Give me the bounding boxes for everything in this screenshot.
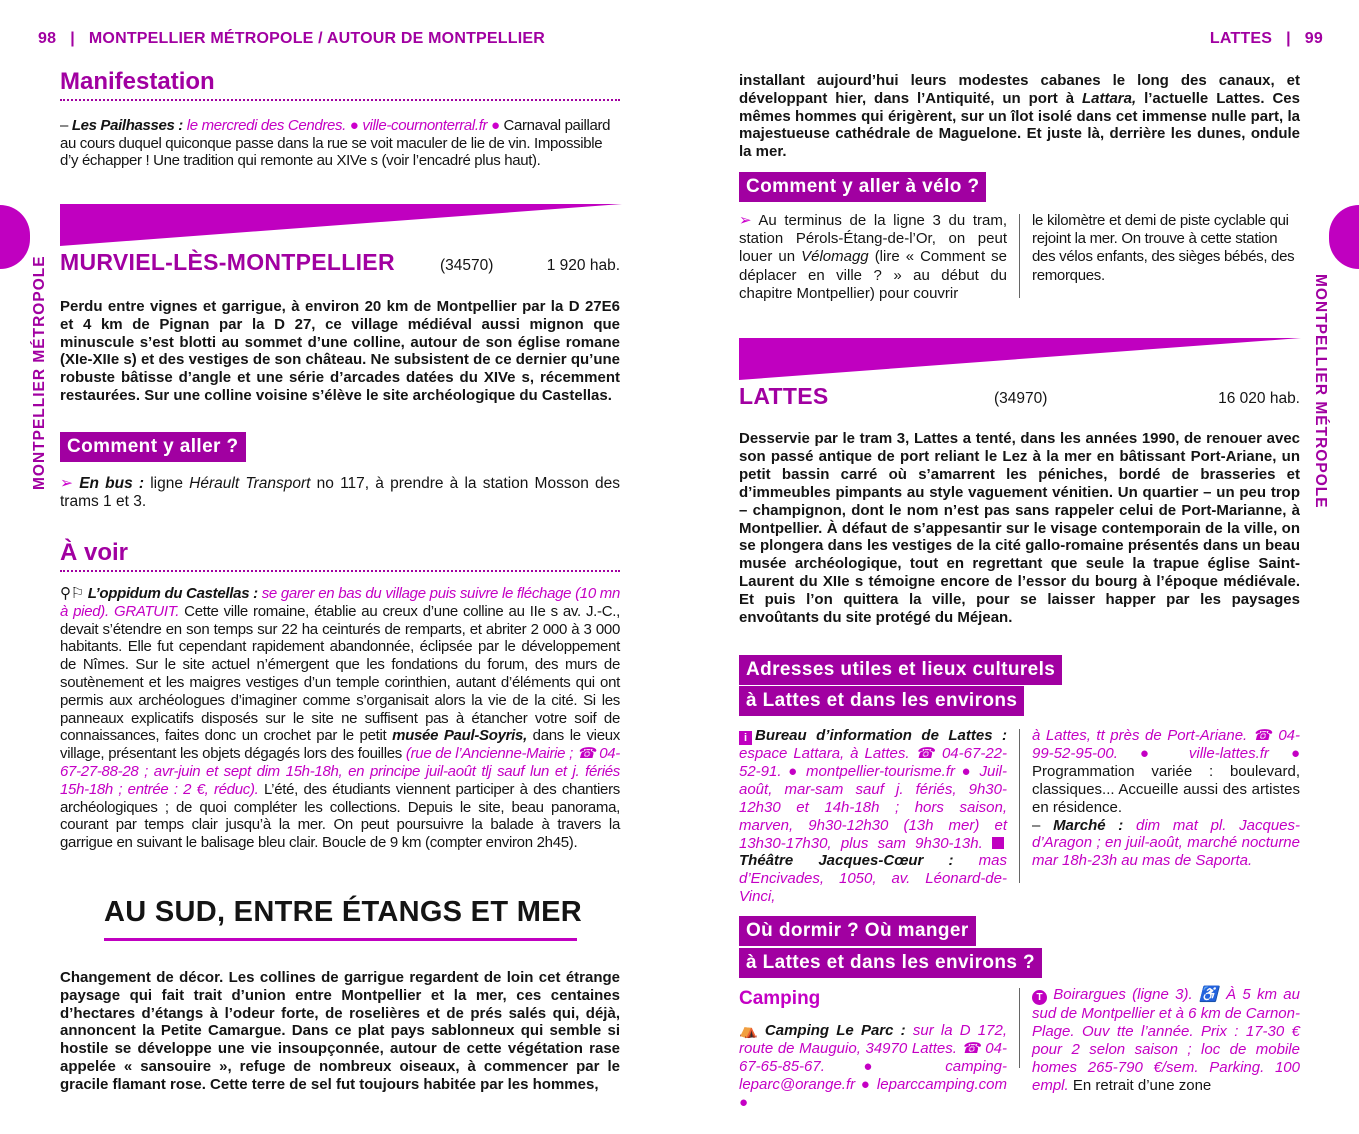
lattes-zip: (34970): [994, 390, 1048, 407]
oppidum-entry: ⚲⚐ L’oppidum du Castellas : se garer en bas du village puis suivre le fléchage (10 mn à pied). GRATUIT. Cette ville romaine, établie au creux d’une colline au IIe s av. J.-C., devait s’étendre en son temps sur 22 ha ceinturés de remparts, et abriter 2 000 à 3 000 habitants. Elle fut cependant rapidement abandonnée, éclipsée par le développement de Nîmes. Sur le site actuel n’émergent que les fondations du forum, des murs de soutènement et les maigres vestiges d’un temple corinthien, autant d’éléments qui ont permis aux archéologues d’imaginer comme s’organisait alors la vie de la cité. Si les panneaux explicatifs disposés sur le site ne suffisent pas à étancher votre soif de connaissances, faites donc un crochet par le petit musée Paul-Soyris, dans le vieux village, présentant les objets dégagés lors des fouilles (rue de l’Ancienne-Mairie ; ☎ 04-67-27-88-28 ; avr-juin et sept dim 15h-18h, en principe juil-août tlj sauf lun et j. fériés 15h-18h ; entrée : 2 €, réduc). L’été, des étudiants viennent participer à des chantiers archéologiques ; de quoi compléter les collections. Depuis le site, beau panorama, courant par temps clair jusqu’à la mer. On peut poursuivre la balade à travers la garrigue en suivant le balisage bleu clair. Boucle de 9 km (compter environ 2h45).: [60, 585, 620, 852]
manifestation-entry: – Les Pailhasses : le mercredi des Cendres. ● ville-cournonterral.fr ● Carnaval paillard au cours duquel quiconque passe dans la rue se voit maculer de lie de vin. Impossible d’y échapper ! Une tradition qui remonte au XIVe s (voir l’encadré plus haut).: [60, 117, 611, 170]
sud-intro: Changement de décor. Les collines de garrigue regardent de loin cet étrange paysage qui fait trait d’union entre Montpellier et la mer, ces centaines d’hectares d’étangs à l’odeur forte, de roselières et de prés salés qui, déjà, annoncent la Petite Camargue. Dans ce plat pays sablonneux qui semble si hostile se développe une vie insoupçonnée, autour de cette végétation rase appelée « sansouire », refuge de nombreux oiseaux, à commencer par le gracile flamant rose. Cette terre de sel fut toujours habitée par les hommes,: [60, 969, 620, 1093]
murviel-name: MURVIEL-LÈS-MONTPELLIER: [60, 249, 395, 275]
column-divider: [1019, 214, 1020, 298]
bureau-name: Bureau d’information de Lattes :: [755, 727, 1007, 744]
marche-name: Marché :: [1053, 816, 1124, 834]
murviel-intro: Perdu entre vignes et garrigue, à environ 20 km de Montpellier par la D 27E6 et 4 km de Pignan par la D 27, ce village médiéval aussi mignon que minuscule s’est blotti au sommet d’une colline, autour de son église romane (XIe-XIIe s) et des vestiges de son château. Ne subsistent de ce dernier qu’une robuste bâtisse d’angle et une série d’arcades datées du XIVe s, récemment restaurées. Sur une colline voisine s’élève le site archéologique du Castellas.: [60, 298, 620, 404]
murviel-population: 1 920 hab.: [546, 257, 620, 274]
adresses-col1: i Bureau d’information de Lattes : espace Lattara, à Lattes. ☎ 04-67-22-52-91. ● montpellier-tourisme.fr ● Juil-août, mar-sam sauf j. fériés, 9h30-12h30 et 14h-18h ; hors saison, marven, 9h30-12h30 (13h mer) et 13h30-17h30, plus sam 9h30-13h. Théâtre Jacques-Cœur : mas d’Encivades, 1050, av. Léonard-de-Vinci,: [739, 727, 1007, 906]
murviel-zip: (34570): [440, 257, 494, 274]
left-side-tab: [0, 205, 30, 269]
cournonterral-link[interactable]: ville-cournonterral.fr: [362, 117, 488, 134]
a-voir-heading: À voir: [60, 539, 129, 566]
camping-col1: ⛺ Camping Le Parc : sur la D 172, route de Mauguio, 34970 Lattes. ☎ 04-67-65-85-67. ● camping-leparc@orange.fr ● leparccamping.com ●: [739, 1022, 1007, 1111]
dormir-tag-line2: à Lattes et dans les environs ?: [739, 948, 1042, 978]
musee-name: musée Paul-Soyris,: [392, 727, 527, 745]
theatre-icon: [992, 837, 1004, 849]
camping-heading: Camping: [739, 988, 821, 1009]
dotted-rule: [60, 99, 620, 101]
murviel-banner: [60, 204, 622, 246]
dotted-rule: [60, 570, 620, 572]
adresses-tag-line2: à Lattes et dans les environs: [739, 686, 1024, 716]
lattes-population: 16 020 hab.: [1218, 390, 1300, 407]
column-divider: [1019, 729, 1020, 883]
adresses-tag-line1: Adresses utiles et lieux culturels: [739, 655, 1062, 685]
camping-name: Camping Le Parc :: [764, 1022, 906, 1039]
right-running-header: LATTES | 99: [1209, 30, 1323, 47]
adresses-col2: à Lattes, tt près de Port-Ariane. ☎ 04-99-52-95-00. ● ville-lattes.fr ● Programmation variée : boulevard, classiques... Accueille aussi des artistes en résidence. – Marché : dim mat pl. Jacques-d’Aragon ; en juil-août, marché nocturne mar 18h-23h au mas de Saporta.: [1032, 727, 1301, 870]
left-header-title: MONTPELLIER MÉTROPOLE / AUTOUR DE MONTPELLIER: [88, 30, 546, 47]
left-page-number: 98: [38, 30, 57, 47]
info-icon: i: [739, 731, 752, 745]
hiking-icon: ⚲⚐: [60, 585, 84, 602]
manifestation-heading: Manifestation: [60, 68, 215, 95]
arrow-icon: ➢: [60, 475, 73, 492]
bus-entry: ➢ En bus : ligne Hérault Transport no 117, à prendre à la station Mosson des trams 1 et 3.: [60, 475, 620, 510]
lattes-intro: Desservie par le tram 3, Lattes a tenté, dans les années 1990, de renouer avec son passé antique de port reliant le Lez à la mer en bâtissant Port-Ariane, un petit bassin carré où s’amarrent les péniches, bordé de brasseries et d’immeubles pimpants au style vaguement vénitien. Un quartier – un peu trop – champignon, dont le nom n’est pas sans rappeler celui de Port-Marianne, à Montpellier. À défaut de s’appesantir sur le visage contemporain de la ville, on se plongera dans les vestiges de la cité gallo-romaine présentés dans un beau musée archéologique, tout en regrettant que seule la trapue église Saint-Laurent du XIIe s témoigne encore de l’essor du bourg à l’époque médiévale. Et puis l’on quittera la ville, pour se laisser happer par les paysages envoûtants du site protégé du Méjean.: [739, 430, 1300, 627]
velo-col1: ➢ Au terminus de la ligne 3 du tram, station Pérols-Étang-de-l’Or, on peut louer un Vélomagg (lire « Comment se déplacer en ville ? » au début du chapitre Montpellier) pour couvrir: [739, 212, 1007, 302]
theatre-name: Théâtre Jacques-Cœur :: [739, 852, 954, 870]
lattes-name: LATTES: [739, 383, 829, 409]
right-page-number: 99: [1304, 30, 1323, 47]
sud-section-title: AU SUD, ENTRE ÉTANGS ET MER: [104, 896, 583, 928]
column-divider: [1019, 988, 1020, 1068]
tent-icon: ⛺: [739, 1022, 758, 1039]
velo-col2: le kilomètre et demi de piste cyclable qui rejoint la mer. On trouve à cette station des vélos enfants, des sièges bébés, des remorques.: [1032, 212, 1295, 284]
tram-icon: T: [1032, 990, 1047, 1005]
sud-title-underline: [104, 938, 577, 941]
lattes-banner: [739, 338, 1301, 380]
camping-col2: T Boirargues (ligne 3). ♿ À 5 km au sud de Montpellier et à 6 km de Carnon-Plage. Ouv tte l’année. Prix : 17-30 € pour 2 selon saison ; loc de mobile homes 265-790 €/sem. Parking. 100 empl. En retrait d’une zone: [1032, 986, 1300, 1094]
comment-y-aller-tag: Comment y aller ?: [60, 432, 246, 462]
dormir-tag-line1: Où dormir ? Où manger: [739, 916, 976, 946]
left-running-header: 98 | MONTPELLIER MÉTROPOLE / AUTOUR DE MONTPELLIER: [38, 30, 546, 47]
pailhasses-name: Les Pailhasses :: [71, 117, 183, 134]
oppidum-name: L’oppidum du Castellas :: [87, 585, 258, 602]
right-side-tab: [1329, 205, 1359, 269]
sud-intro-continued: installant aujourd’hui leurs modestes cabanes le long des canaux, et développant hier, dans l’Antiquité, un port à Lattara, l’actuelle Lattes. Ces mêmes hommes qui érigèrent, sur un îlot isolé dans cet immense nulle part, la majestueuse cathédrale de Maguelone. Et juste là, derrière les dunes, ondule la mer.: [739, 72, 1300, 161]
velo-tag: Comment y aller à vélo ?: [739, 172, 986, 202]
left-side-label: MONTPELLIER MÉTROPOLE: [31, 255, 48, 490]
right-header-title: LATTES: [1209, 30, 1273, 47]
right-side-label: MONTPELLIER MÉTROPOLE: [1312, 274, 1329, 509]
arrow-icon: ➢: [739, 212, 752, 229]
